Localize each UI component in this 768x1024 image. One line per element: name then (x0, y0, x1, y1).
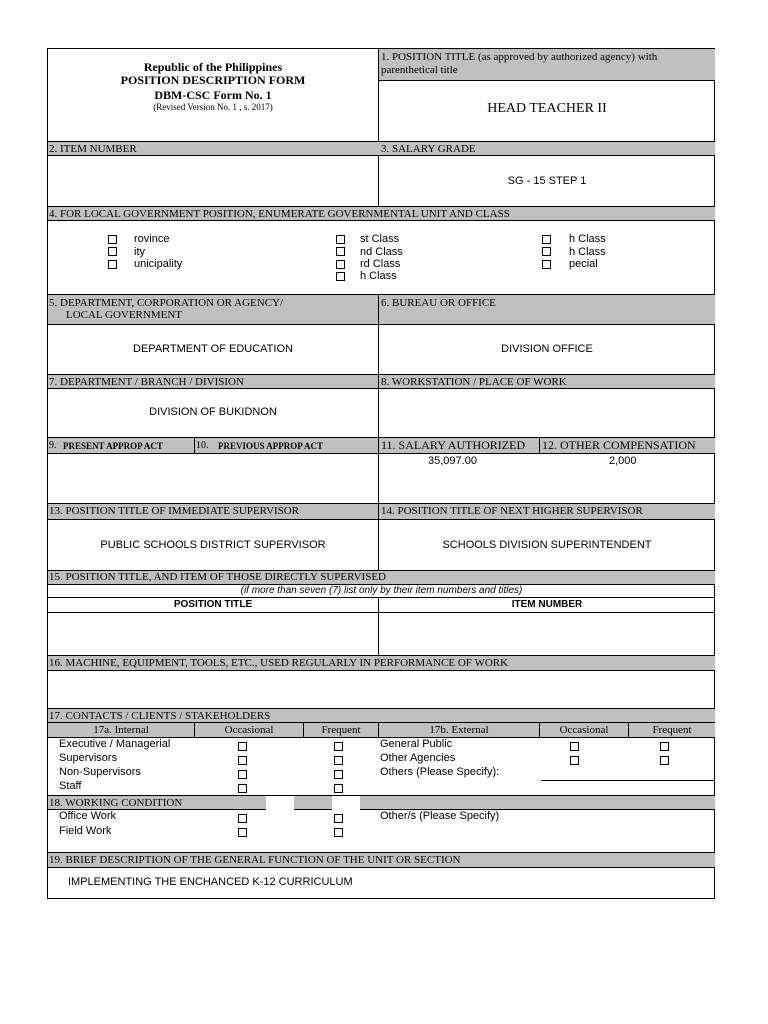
external-frequent-header: Frequent (652, 724, 692, 736)
branch-label: 7. DEPARTMENT / BRANCH / DIVISION (49, 376, 244, 388)
municipality-label: unicipality (134, 258, 183, 270)
col-position-title: POSITION TITLE (173, 599, 253, 610)
executive-occasional-checkbox[interactable] (238, 742, 247, 751)
immediate-supervisor-value[interactable]: PUBLIC SCHOOLS DISTRICT SUPERVISOR (100, 539, 326, 551)
staff-occasional-checkbox[interactable] (238, 784, 247, 793)
city-label: ity (134, 246, 145, 258)
contact-executive: Executive / Managerial (59, 738, 171, 750)
contact-non-supervisors: Non-Supervisors (59, 766, 141, 778)
next-supervisor-label: 14. POSITION TITLE OF NEXT HIGHER SUPERVISOR (381, 505, 643, 517)
contact-other-agencies: Other Agencies (380, 752, 456, 764)
machines-label: 16. MACHINE, EQUIPMENT, TOOLS, ETC., USED REGULARLY IN PERFORMANCE OF WORK (49, 657, 509, 669)
present-approp-label: PRESENT APPROP ACT (63, 441, 163, 451)
salary-authorized-label: 11. SALARY AUTHORIZED (381, 438, 526, 452)
workstation-label: 8. WORKSTATION / PLACE OF WORK (381, 376, 567, 388)
department-label-1: 5. DEPARTMENT, CORPORATION OR AGENCY/ (49, 297, 284, 309)
bureau-value[interactable]: DIVISION OFFICE (501, 343, 593, 355)
field-occasional-checkbox[interactable] (238, 828, 247, 837)
municipality-checkbox[interactable] (108, 260, 117, 269)
executive-frequent-checkbox[interactable] (334, 742, 343, 751)
field-frequent-checkbox[interactable] (334, 828, 343, 837)
department-label-2: LOCAL GOVERNMENT (66, 309, 182, 321)
first-class-label: st Class (360, 233, 400, 245)
next-supervisor-value[interactable]: SCHOOLS DIVISION SUPERINTENDENT (442, 539, 652, 551)
first-class-checkbox[interactable] (336, 235, 345, 244)
form-number: DBM-CSC Form No. 1 (154, 88, 272, 102)
col-item-number: ITEM NUMBER (511, 599, 583, 610)
internal-header: 17a. Internal (93, 724, 149, 736)
staff-frequent-checkbox[interactable] (334, 784, 343, 793)
sixth-class-checkbox[interactable] (542, 247, 551, 256)
internal-occasional-header: Occasional (224, 724, 274, 736)
local-gov-label: 4. FOR LOCAL GOVERNMENT POSITION, ENUMERATE GOVERNMENTAL UNIT AND CLASS (49, 208, 510, 220)
other-compensation-value[interactable]: 2,000 (609, 455, 637, 467)
other-compensation-label: 12. OTHER COMPENSATION (542, 438, 696, 452)
salary-authorized-value[interactable]: 35,097.00 (428, 455, 477, 467)
form-title: POSITION DESCRIPTION FORM (120, 73, 306, 87)
position-title-label-2: parenthetical title (381, 64, 458, 76)
special-checkbox[interactable] (542, 260, 551, 269)
contact-others-specify: Others (Please Specify): (380, 766, 500, 778)
public-occasional-checkbox[interactable] (570, 742, 579, 751)
second-class-checkbox[interactable] (336, 247, 345, 256)
third-class-label: rd Class (360, 258, 401, 270)
public-frequent-checkbox[interactable] (660, 742, 669, 751)
internal-frequent-header: Frequent (321, 724, 361, 736)
republic-label: Republic of the Philippines (143, 60, 283, 74)
office-frequent-checkbox[interactable] (334, 814, 343, 823)
supervisors-frequent-checkbox[interactable] (334, 756, 343, 765)
bureau-label: 6. BUREAU OR OFFICE (381, 297, 496, 309)
external-occasional-header: Occasional (559, 724, 609, 736)
fourth-class-label: h Class (360, 270, 397, 282)
salary-grade-label: 3. SALARY GRADE (381, 143, 476, 155)
fifth-class-checkbox[interactable] (542, 235, 551, 244)
position-description-form (47, 48, 715, 899)
immediate-supervisor-label: 13. POSITION TITLE OF IMMEDIATE SUPERVISOR (49, 505, 300, 517)
salary-grade-value[interactable]: SG - 15 STEP 1 (507, 175, 587, 187)
position-title-label-1: 1. POSITION TITLE (as approved by authorized agency) with (381, 51, 658, 63)
fourth-class-checkbox[interactable] (336, 272, 345, 281)
special-label: pecial (569, 258, 598, 270)
present-approp-no: 9. (49, 440, 57, 451)
branch-value[interactable]: DIVISION OF BUKIDNON (149, 406, 277, 418)
item-number-label: 2. ITEM NUMBER (49, 143, 137, 155)
others-specify-line[interactable] (541, 780, 715, 781)
city-checkbox[interactable] (108, 247, 117, 256)
function-value[interactable]: IMPLEMENTING THE ENCHANCED K-12 CURRICULUM (68, 876, 353, 888)
office-occasional-checkbox[interactable] (238, 814, 247, 823)
sixth-class-label: h Class (569, 246, 606, 258)
previous-approp-no: 10. (196, 440, 209, 451)
nonsupervisors-frequent-checkbox[interactable] (334, 770, 343, 779)
working-others-label: Other/s (Please Specify) (380, 810, 500, 822)
contact-supervisors: Supervisors (59, 752, 118, 764)
working-condition-label: 18. WORKING CONDITION (49, 797, 183, 809)
previous-approp-label: PREVIOUS APPROP ACT (218, 441, 324, 451)
function-label: 19. BRIEF DESCRIPTION OF THE GENERAL FUNCTION OF THE UNIT OR SECTION (49, 854, 461, 866)
office-work-label: Office Work (59, 810, 117, 822)
external-header: 17b. External (429, 724, 489, 736)
supervisors-occasional-checkbox[interactable] (238, 756, 247, 765)
third-class-checkbox[interactable] (336, 260, 345, 269)
supervised-note: (if more than seven (7) list only by their item numbers and titles) (240, 585, 523, 596)
agencies-occasional-checkbox[interactable] (570, 756, 579, 765)
contacts-label: 17. CONTACTS / CLIENTS / STAKEHOLDERS (49, 710, 271, 722)
revised-version: (Revised Version No. 1 , s. 2017) (153, 102, 273, 112)
contact-general-public: General Public (380, 738, 453, 750)
province-checkbox[interactable] (108, 235, 117, 244)
field-work-label: Field Work (59, 825, 112, 837)
supervised-label: 15. POSITION TITLE, AND ITEM OF THOSE DIRECTLY SUPERVISED (49, 571, 386, 583)
position-title-value[interactable]: HEAD TEACHER II (487, 101, 607, 116)
second-class-label: nd Class (360, 246, 403, 258)
nonsupervisors-occasional-checkbox[interactable] (238, 770, 247, 779)
fifth-class-label: h Class (569, 233, 606, 245)
department-value[interactable]: DEPARTMENT OF EDUCATION (133, 343, 293, 355)
contact-staff: Staff (59, 780, 82, 792)
province-label: rovince (134, 233, 170, 245)
agencies-frequent-checkbox[interactable] (660, 756, 669, 765)
